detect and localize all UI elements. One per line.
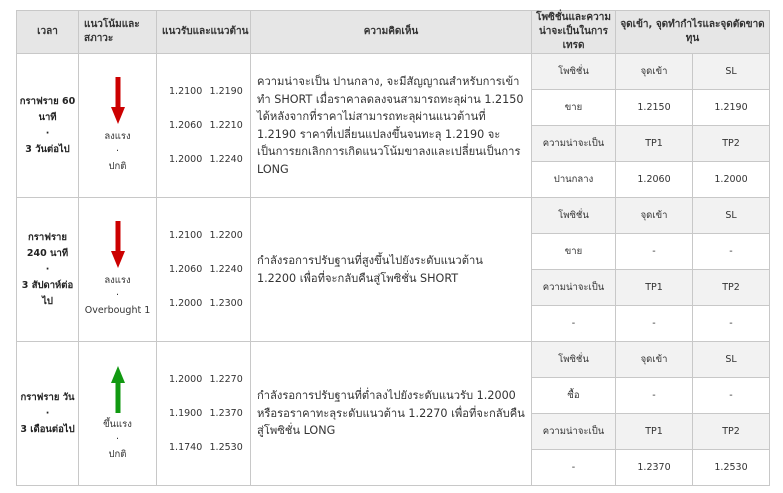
tp2-label: TP2 — [693, 126, 770, 162]
timeframe-cell — [17, 342, 79, 486]
probability-label: ความน่าจะเป็น — [532, 270, 616, 306]
position-label: โพซิชั่น — [532, 54, 616, 90]
separator-dot: · — [115, 290, 120, 301]
condition-label: ปกติ — [108, 161, 127, 172]
resistance-value: 1.2210 — [209, 120, 243, 131]
arrow-down-icon — [111, 221, 125, 269]
entry-label: จุดเข้า — [616, 198, 693, 234]
sl-label: SL — [693, 198, 770, 234]
sr-level-row — [169, 431, 250, 465]
sl-value: - — [693, 234, 770, 270]
probability-value: - — [532, 450, 616, 486]
sr-level-row — [169, 109, 250, 143]
analysis-table — [16, 10, 770, 486]
timeframe-label: กราฟราย 240 นาที — [26, 231, 69, 259]
support-value: 1.2100 — [169, 230, 203, 241]
header-comment: ความคิดเห็น — [251, 11, 532, 54]
resistance-value: 1.2200 — [209, 230, 243, 241]
tp2-label: TP2 — [693, 270, 770, 306]
entry-label: จุดเข้า — [616, 54, 693, 90]
probability-label: ความน่าจะเป็น — [532, 126, 616, 162]
resistance-value: 1.2240 — [209, 264, 243, 275]
trend-cell — [79, 198, 157, 342]
sl-value: 1.2190 — [693, 90, 770, 126]
header-trend: แนวโน้มและสภาวะ — [79, 11, 157, 54]
entry-value: 1.2150 — [616, 90, 693, 126]
probability-value: - — [532, 306, 616, 342]
entry-value: - — [616, 234, 693, 270]
sr-level-row — [169, 75, 250, 109]
sr-level-row — [169, 253, 250, 287]
comment-cell: กำลังรอการปรับฐานที่ต่ำลงไปยังระดับแนวรับ 1.2000 หรือรอราคาทะลุระดับแนวต้าน 1.2270 เพื่อที่จะกลับคืนสู่โพซิชั่น LONG — [251, 342, 532, 486]
tp1-label: TP1 — [616, 414, 693, 450]
tp2-label: TP2 — [693, 414, 770, 450]
horizon-label: 3 วันต่อไป — [25, 143, 70, 155]
support-resistance-cell — [157, 198, 251, 342]
sr-level-row — [169, 397, 250, 431]
support-value: 1.2060 — [169, 120, 203, 131]
sr-level-row — [169, 143, 250, 177]
support-value: 1.2060 — [169, 264, 203, 275]
comment-cell: ความน่าจะเป็น ปานกลาง, จะมีสัญญาณสำหรับการเข้าทำ SHORT เมื่อราคาลดลงจนสามารถทะลุผ่าน 1.2150 ได้หลังจากที่ราคาไม่สามารถทะลุผ่านแนวต้านที่ 1.2190 ราคาที่เปลี่ยนแปลงขึ้นจนทะลุ 1.2190 จะเป็นการยกเลิกการเกิดแนวโน้มขาลงและเปลี่ยนเป็นการ LONG — [251, 54, 532, 198]
support-resistance-cell — [157, 54, 251, 198]
header-position: โพซิชั่นและความน่าจะเป็นในการเทรด — [532, 11, 616, 54]
tp2-value: - — [693, 306, 770, 342]
tp1-label: TP1 — [616, 270, 693, 306]
comment-cell: กำลังรอการปรับฐานที่สูงขึ้นไปยังระดับแนวต้าน 1.2200 เพื่อที่จะกลับคืนสู่โพซิชั่น SHORT — [251, 198, 532, 342]
condition-label: ปกติ — [108, 449, 127, 460]
sr-level-row — [169, 363, 250, 397]
trend-label: ขึ้นแรง — [103, 419, 132, 430]
sl-label: SL — [693, 54, 770, 90]
support-value: 1.1740 — [169, 442, 203, 453]
position-value: ขาย — [532, 90, 616, 126]
analysis-table-container — [16, 10, 769, 486]
condition-label: Overbought 1 — [84, 305, 151, 316]
resistance-value: 1.2190 — [209, 86, 243, 97]
tp1-value: 1.2060 — [616, 162, 693, 198]
table-row — [17, 54, 770, 90]
tp2-value: 1.2530 — [693, 450, 770, 486]
resistance-value: 1.2240 — [209, 154, 243, 165]
header-time: เวลา — [17, 11, 79, 54]
tp1-value: 1.2370 — [616, 450, 693, 486]
support-value: 1.2100 — [169, 86, 203, 97]
tp2-value: 1.2000 — [693, 162, 770, 198]
header-row — [17, 11, 770, 54]
timeframe-label: กราฟราย 60 นาที — [19, 95, 76, 123]
arrow-up-icon — [111, 365, 125, 413]
sr-level-row — [169, 287, 250, 321]
position-label: โพซิชั่น — [532, 198, 616, 234]
header-support-resistance: แนวรับและแนวต้าน — [157, 11, 251, 54]
tp1-value: - — [616, 306, 693, 342]
probability-label: ความน่าจะเป็น — [532, 414, 616, 450]
arrow-down-icon — [111, 77, 125, 125]
trend-cell — [79, 54, 157, 198]
sl-value: - — [693, 378, 770, 414]
resistance-value: 1.2530 — [209, 442, 243, 453]
probability-value: ปานกลาง — [532, 162, 616, 198]
sr-level-row — [169, 219, 250, 253]
table-row — [17, 198, 770, 234]
position-value: ซื้อ — [532, 378, 616, 414]
trend-cell — [79, 342, 157, 486]
support-value: 1.2000 — [169, 374, 203, 385]
support-value: 1.1900 — [169, 408, 203, 419]
entry-label: จุดเข้า — [616, 342, 693, 378]
timeframe-label: กราฟราย วัน — [20, 391, 75, 403]
resistance-value: 1.2370 — [209, 408, 243, 419]
timeframe-cell — [17, 54, 79, 198]
header-entry: จุดเข้า, จุดทำกำไรและจุดตัดขาดทุน — [616, 11, 770, 54]
entry-value: - — [616, 378, 693, 414]
separator-dot: · — [45, 263, 50, 275]
separator-dot: · — [115, 434, 120, 445]
table-row — [17, 342, 770, 378]
timeframe-cell — [17, 198, 79, 342]
separator-dot: · — [115, 146, 120, 157]
horizon-label: 3 เดือนต่อไป — [20, 423, 75, 435]
sl-label: SL — [693, 342, 770, 378]
support-resistance-cell — [157, 342, 251, 486]
trend-label: ลงแรง — [104, 131, 131, 142]
resistance-value: 1.2300 — [209, 298, 243, 309]
tp1-label: TP1 — [616, 126, 693, 162]
horizon-label: 3 สัปดาห์ต่อไป — [21, 279, 74, 307]
resistance-value: 1.2270 — [209, 374, 243, 385]
separator-dot: · — [45, 127, 50, 139]
position-label: โพซิชั่น — [532, 342, 616, 378]
trend-label: ลงแรง — [104, 275, 131, 286]
support-value: 1.2000 — [169, 298, 203, 309]
position-value: ขาย — [532, 234, 616, 270]
support-value: 1.2000 — [169, 154, 203, 165]
separator-dot: · — [45, 407, 50, 419]
